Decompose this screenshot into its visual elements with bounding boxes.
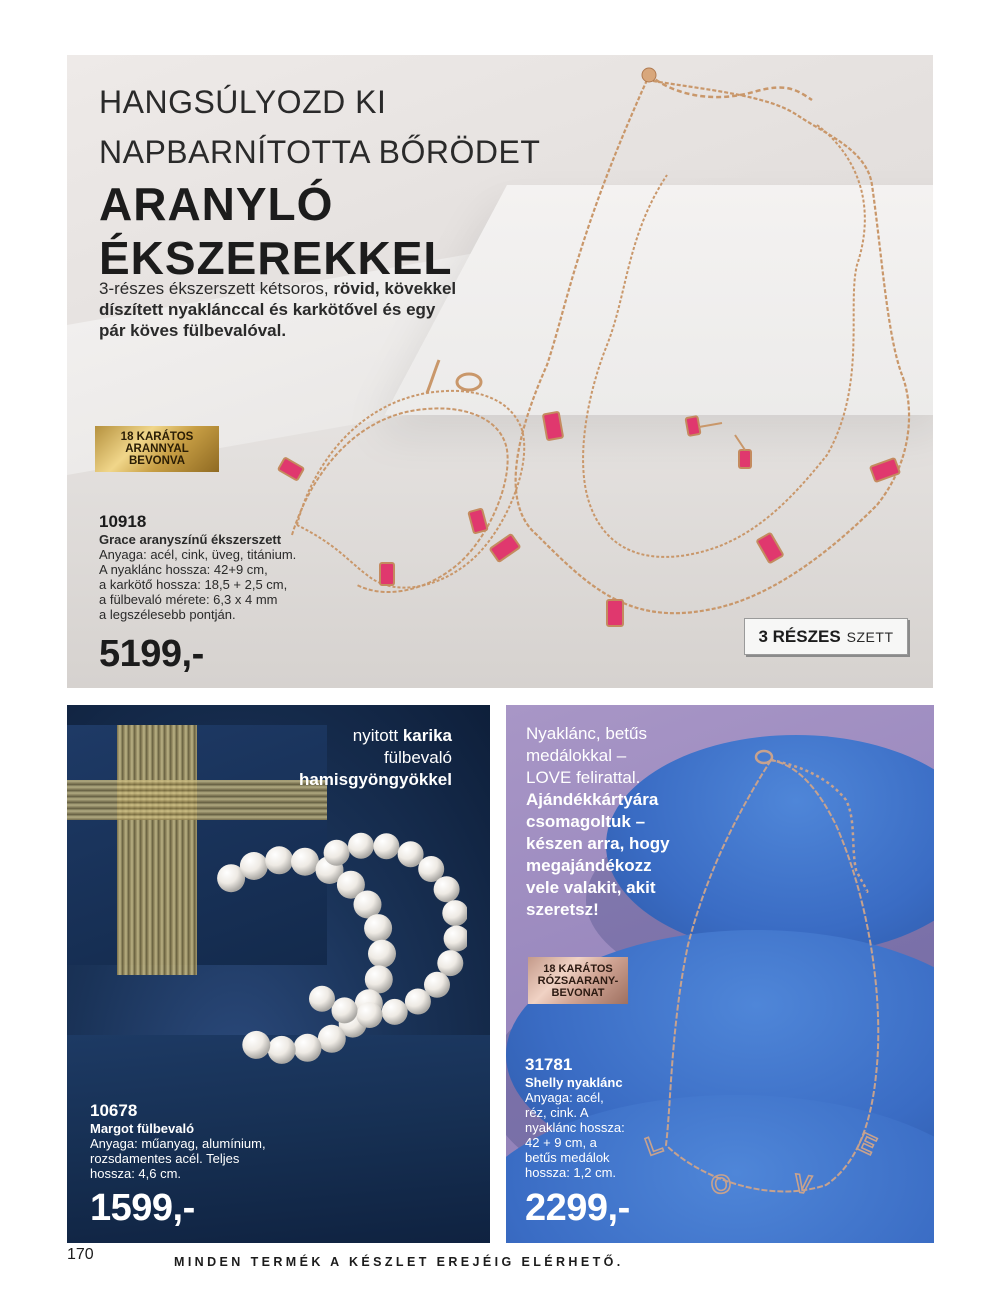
pearl <box>240 852 268 880</box>
rose-gold-plated-badge <box>528 957 628 1004</box>
pearl <box>437 950 463 976</box>
caption-bold: készen arra, hogy <box>526 834 670 853</box>
product-detail: réz, cink. A <box>525 1105 589 1120</box>
product-detail: hossza: 1,2 cm. <box>525 1165 617 1180</box>
pearl <box>324 840 350 866</box>
product-info-grace <box>99 512 296 622</box>
intro-plain: 3-részes ékszerszett kétsoros, <box>99 279 334 298</box>
caption-bold: Ajándékkártyára <box>526 790 659 809</box>
pearl <box>444 926 467 952</box>
pendant-letter: O <box>708 1167 734 1201</box>
caption-bold: vele valakit, akit <box>526 878 656 897</box>
product-price: 1599,- <box>90 1187 195 1229</box>
product-price: 5199,- <box>99 633 204 675</box>
product-detail: a karkötő hossza: 18,5 + 2,5 cm, <box>99 577 288 592</box>
gold-plated-badge <box>95 426 219 472</box>
product-detail: 42 + 9 cm, a <box>525 1135 597 1150</box>
pearl <box>309 986 335 1012</box>
product-detail: Anyaga: acél, cink, üveg, titánium. <box>99 547 297 562</box>
pearl-hoop-earrings-image <box>167 815 467 1095</box>
product-detail: Anyaga: acél, <box>525 1090 604 1105</box>
intro-text <box>99 278 459 341</box>
shelly-necklace-panel <box>506 705 934 1243</box>
product-detail: a fülbevaló mérete: 6,3 x 4 mm <box>99 592 278 607</box>
product-info-shelly <box>525 1055 625 1180</box>
caption-bold: hamisgyöngyökkel <box>298 770 452 789</box>
product-code: 31781 <box>525 1055 573 1074</box>
caption-plain: nyitott <box>352 726 403 745</box>
badge-line: 18 KARÁTOS <box>543 962 613 975</box>
badge-line: 18 KARÁTOS <box>120 431 194 443</box>
grace-set-panel <box>67 55 933 688</box>
product-name: Shelly nyaklánc <box>525 1075 623 1090</box>
pearl <box>294 1034 322 1062</box>
set-badge-big: 3 RÉSZES <box>758 626 841 646</box>
earring-caption <box>232 725 452 791</box>
product-detail: nyaklánc hossza: <box>525 1120 625 1135</box>
pearl <box>242 1031 270 1059</box>
badge-line: RÓZSAARANY- <box>537 974 619 987</box>
pearl <box>364 914 392 942</box>
headline-bold-1: ARANYLÓ <box>99 178 334 230</box>
caption-bold: megajándékozz <box>526 856 652 875</box>
product-detail: a legszélesebb pontján. <box>99 607 236 622</box>
set-badge-small: SZETT <box>846 628 894 645</box>
intro-bold: rövid, kövekkel díszített nyaklánccal és karkötővel és egy pár köves fülbevalóval. <box>99 279 457 340</box>
pearl <box>291 848 319 876</box>
caption-bold: karika <box>402 726 452 745</box>
pearl <box>382 999 408 1025</box>
three-piece-set-badge <box>744 618 908 655</box>
pearl <box>357 1002 383 1028</box>
headline-line-1: HANGSÚLYOZD KI <box>99 84 387 120</box>
product-detail: A nyaklánc hossza: 42+9 cm, <box>99 562 268 577</box>
availability-note: MINDEN TERMÉK A KÉSZLET EREJÉIG ELÉRHETŐ. <box>174 1255 624 1269</box>
pearl <box>332 997 358 1023</box>
pendant-letter: V <box>792 1167 814 1200</box>
margot-earring-panel <box>67 705 490 1243</box>
product-price: 2299,- <box>525 1187 630 1229</box>
product-info-margot <box>90 1101 266 1181</box>
caption-line: fülbevaló <box>383 748 452 767</box>
product-detail: hossza: 4,6 cm. <box>90 1166 182 1181</box>
pearl <box>268 1036 296 1064</box>
pearl <box>405 989 431 1015</box>
badge-line: BEVONVA <box>128 455 186 467</box>
caption-bold: csomagoltuk – <box>526 812 646 831</box>
pearl <box>368 940 396 968</box>
product-code: 10918 <box>99 512 147 531</box>
pearl <box>442 900 467 926</box>
pendant-letter: E <box>853 1126 882 1161</box>
caption-line: LOVE felirattal. <box>526 768 641 787</box>
product-detail: rozsdamentes acél. Teljes <box>90 1151 240 1166</box>
pearl <box>348 833 374 859</box>
page-number: 170 <box>67 1246 94 1263</box>
headline <box>99 77 619 285</box>
product-detail: betűs medálok <box>525 1150 610 1165</box>
caption-line: medálokkal – <box>526 746 627 765</box>
pearl <box>365 965 393 993</box>
product-name: Margot fülbevaló <box>90 1121 195 1136</box>
headline-bold-2: ÉKSZEREKKEL <box>99 232 453 284</box>
pendant-letter: L <box>641 1127 667 1162</box>
pearl <box>434 876 460 902</box>
pearl <box>318 1025 346 1053</box>
product-name: Grace aranyszínű ékszerszett <box>99 532 282 547</box>
pearl <box>373 833 399 859</box>
caption-line: Nyaklánc, betűs <box>526 724 647 743</box>
badge-line: ARANNYAL <box>125 443 189 455</box>
badge-line: BEVONAT <box>551 986 605 999</box>
product-code: 10678 <box>90 1101 138 1120</box>
headline-line-2: NAPBARNÍTOTTA BŐRÖDET <box>99 134 541 170</box>
necklace-caption <box>526 723 711 921</box>
pearl <box>265 846 293 874</box>
product-detail: Anyaga: műanyag, alumínium, <box>90 1136 266 1151</box>
caption-bold: szeretsz! <box>526 900 599 919</box>
